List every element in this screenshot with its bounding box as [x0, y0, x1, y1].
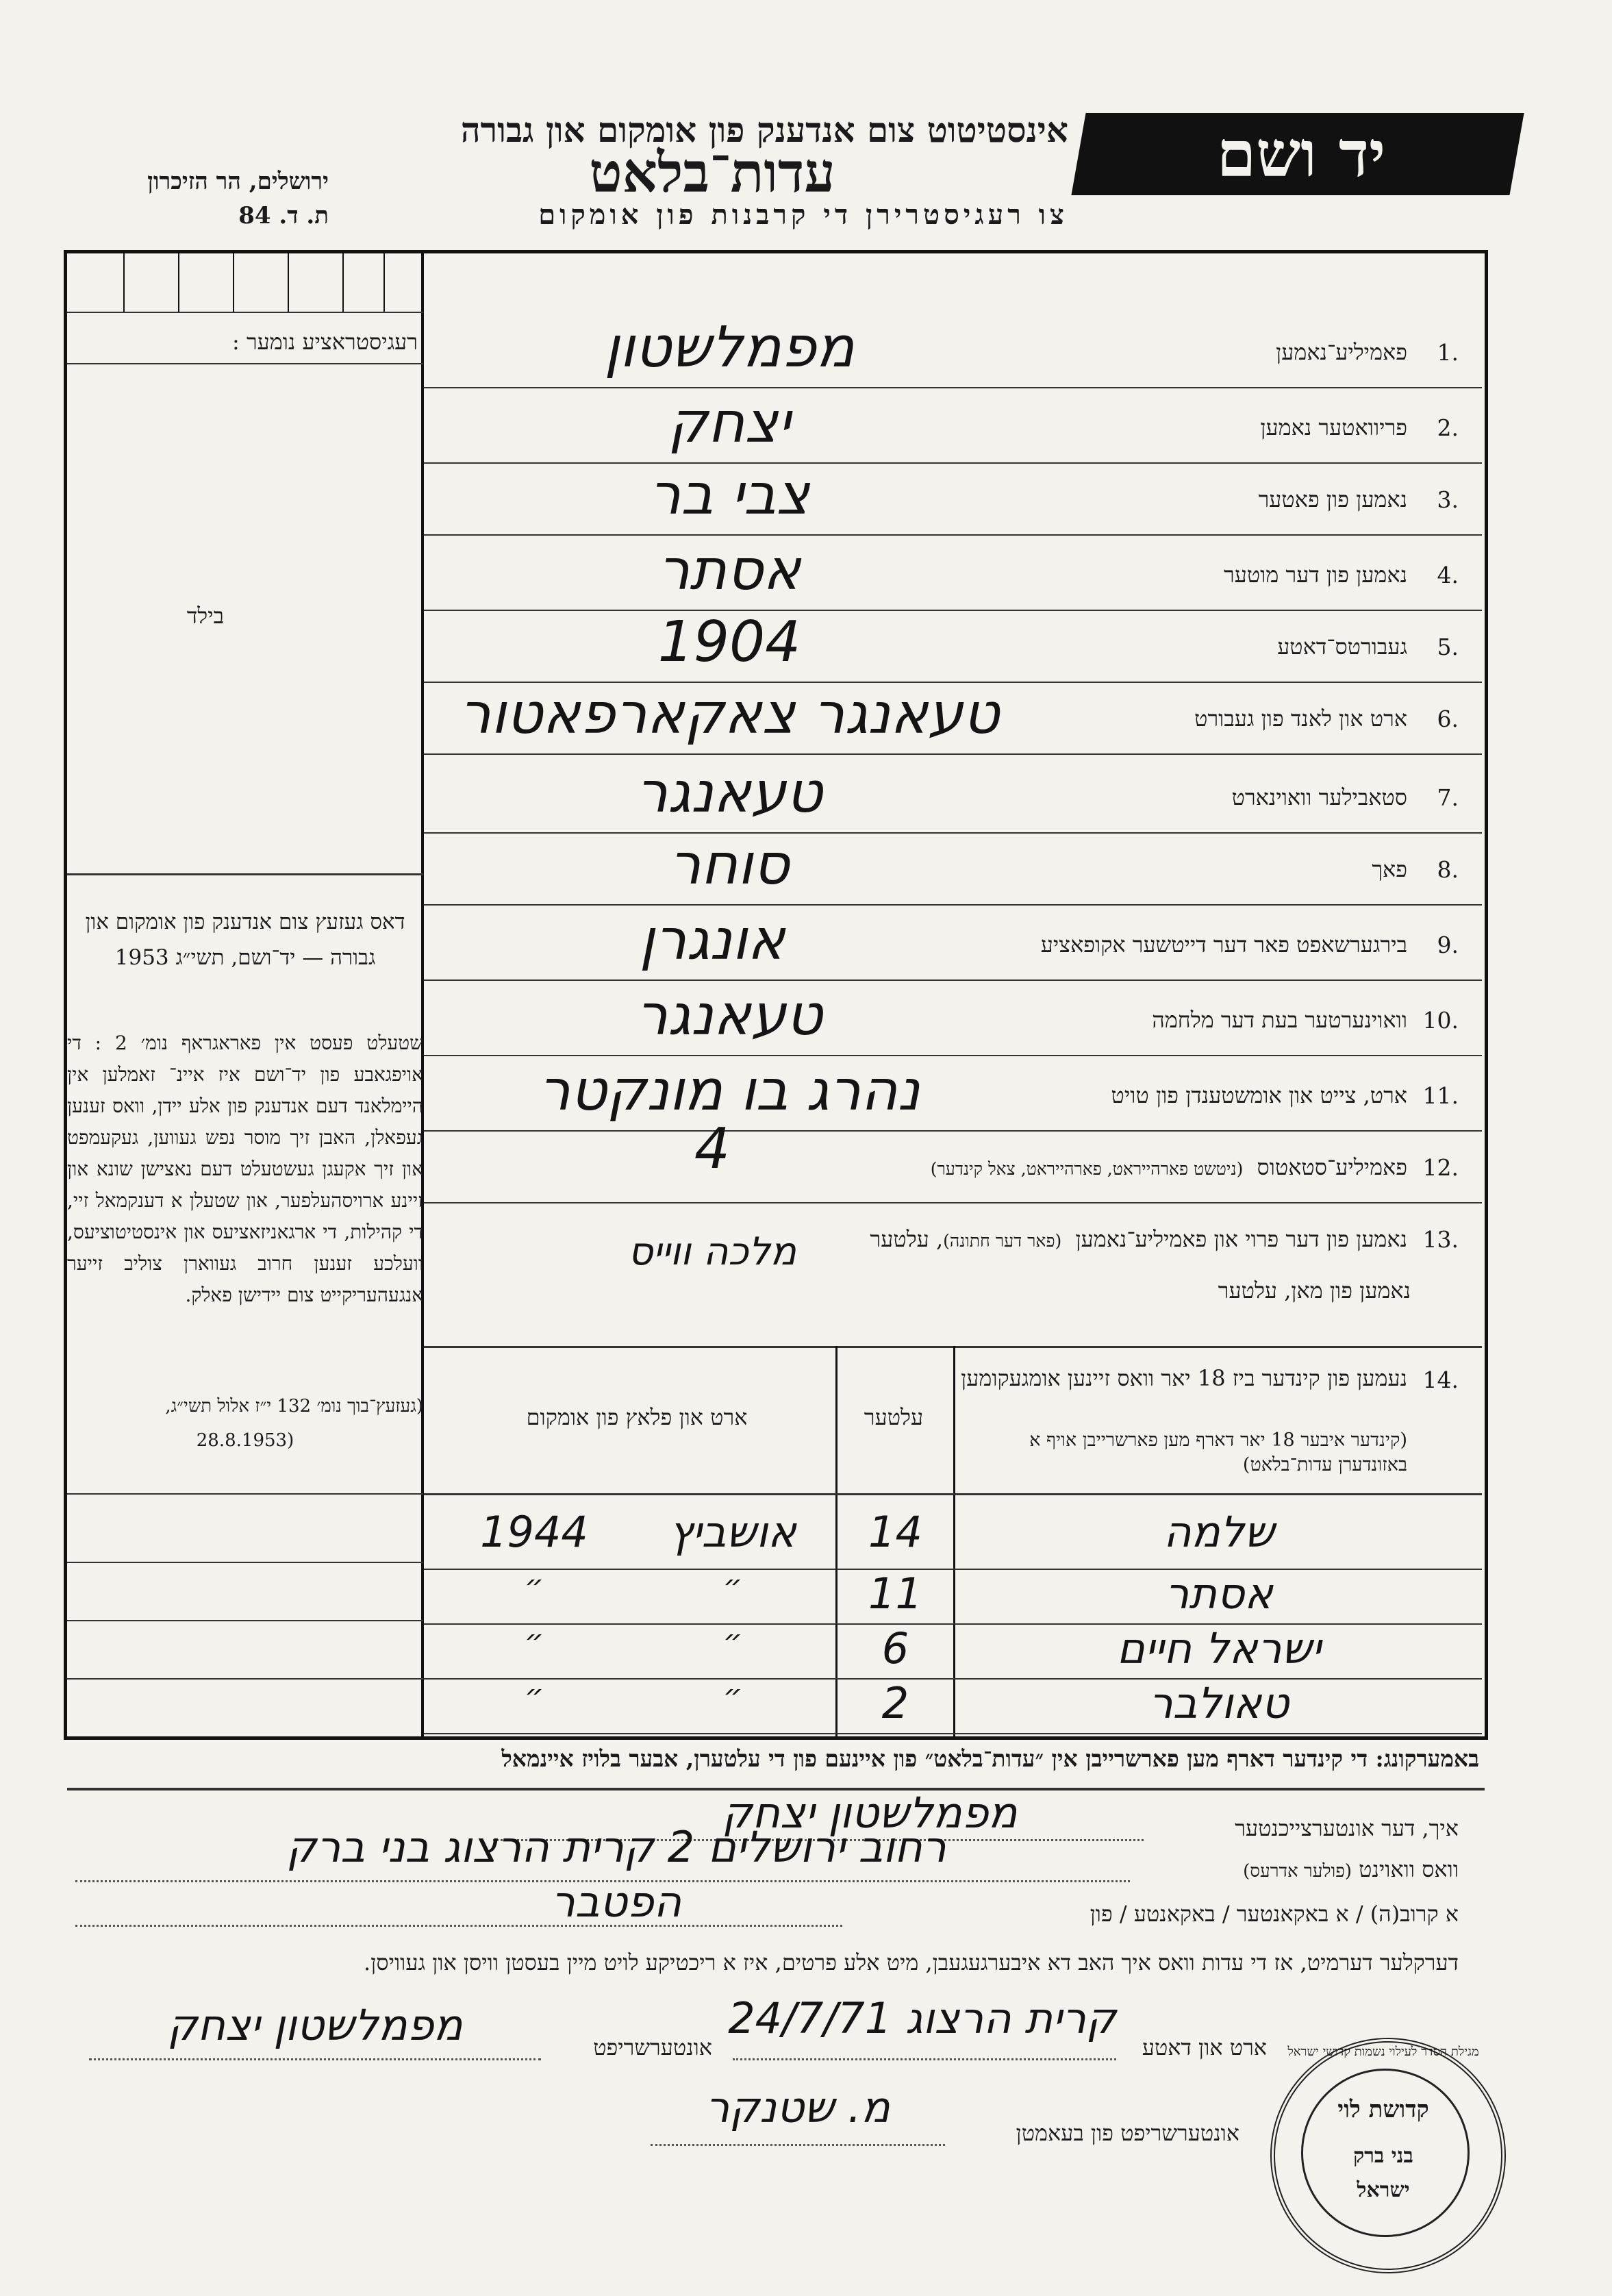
child-age: 6 — [881, 1623, 909, 1673]
child-place: ״ — [722, 1678, 743, 1713]
place-header: ארט און פלאץ פון אומקום — [526, 1404, 748, 1430]
field-number: 11. — [1422, 1082, 1459, 1109]
field-label-text: נאמען פון דער פרוי און פאמיליע־נאמען — [1075, 1226, 1407, 1252]
stamp-line-3: ישראל — [1357, 2178, 1410, 2202]
witness-line — [651, 2144, 945, 2146]
field-label-text: פריוואטער נאמען — [1260, 414, 1407, 440]
signer-value: מפמלשטון יצחק — [722, 1788, 1018, 1838]
field-number: 4. — [1437, 562, 1459, 588]
law-date: (28.8.1953 — [196, 1430, 294, 1451]
field-label-text: פאך — [1372, 856, 1407, 882]
signature-line — [89, 2058, 541, 2060]
field-label — [1027, 1082, 1407, 1108]
children-row-divider — [424, 1733, 1482, 1734]
field-label-text: בירגערשאפט פאר דער דייטשער אקופאציע — [1040, 932, 1407, 958]
child-year: ״ — [524, 1623, 544, 1658]
field-label-text: געבורטס־דאטע — [1277, 634, 1407, 660]
side-line — [67, 1678, 423, 1680]
address-label-text: וואס וואוינט — [1359, 1856, 1459, 1882]
field-number: 6. — [1437, 706, 1459, 732]
field-label-text: נאמען פון פאטער — [1258, 486, 1407, 512]
children-note: (קינדער איבער 18 יאר דארף מען פארשרייבן אויף א באזונדערן עדות־בלאט) — [1029, 1430, 1407, 1475]
stamp-line-2: בני ברק — [1353, 2144, 1413, 2168]
field-label-text: ארט, צייט און אומשטענדן פון טויט — [1111, 1082, 1407, 1108]
field-value: צבי בר — [648, 462, 810, 527]
field-number: 13. — [1422, 1226, 1459, 1253]
relation-label: א קרוב(ה) / א באקאנטער / באקאנטע / פון — [1090, 1901, 1459, 1927]
page-title: עדות־בלאט — [589, 140, 835, 205]
side-line — [67, 1562, 423, 1563]
field-label-text: וואוינערטער בעת דער מלחמה — [1152, 1007, 1407, 1033]
field-row-divider — [424, 1202, 1482, 1203]
field-label — [1027, 339, 1407, 365]
reg-box-divider — [178, 253, 179, 312]
field-number: 12. — [1422, 1154, 1459, 1181]
address-label — [1178, 1856, 1459, 1882]
field-label-note: (ניטשט פארהייראט, פארהייראט, צאל קינדער) — [930, 1159, 1244, 1179]
husband-name-label: נאמען פון מאן, עלטער — [1218, 1277, 1411, 1303]
field-value: 4 — [694, 1116, 731, 1182]
field-number: 5. — [1437, 634, 1459, 660]
registration-label: רעגיסטראציע נומער : — [231, 329, 418, 355]
field-number: 2. — [1437, 414, 1459, 441]
law-text: שטעלט פעסט אין פאראגראף נומ׳ 2 : די אויפגאבע פון יד־ושם איז איינ־ זאמלען אין היימלאנד דעם אנדענק פון אלע יידן, וואס זענען געפאלן, האבן זיך מוסר נפש געווען, געקעמפט און זיך אקעגן געשטעלט דעם נאצישן שונא און זיינע ארויסהעלפער, און שטעלן א דענקמאל זיי, די קהילות, די ארגאניזאציעס און אינסטיטוציעס, וועלכע זענען חרוב געווארן צוליב זייער אנגעהעריקייט צום יידישן פאלק. — [67, 1032, 423, 1306]
child-place: אושביץ — [669, 1507, 796, 1557]
signature-value: מפמלשטון יצחק — [167, 2000, 463, 2050]
photo-label: בילד — [186, 603, 225, 629]
field-value: אונגרן — [639, 908, 785, 973]
child-age: 14 — [868, 1507, 922, 1557]
side-line — [67, 1493, 423, 1495]
law-reference: (געזעץ־בוך נומ׳ 132 י״ז אלול תשי״ג, — [165, 1396, 423, 1417]
field-label — [1027, 1007, 1407, 1033]
field-number-14: 14. — [1422, 1367, 1459, 1393]
child-year: 1944 — [480, 1507, 588, 1557]
side-header-line — [67, 312, 423, 313]
place-date-label: ארט און דאטע — [1142, 2034, 1267, 2060]
yad-vashem-logo: יד ושם — [1216, 117, 1386, 191]
law-heading: דאס געזעץ צום אנדענק פון אומקום און גבורה — יד־ושם, תשי״ג 1953 — [85, 910, 405, 970]
address-value: רחוב ירושלים 2 קרית הרצוג בני ברק — [286, 1822, 946, 1872]
declaration: דערקלער דערמיט, אז די עדות וואס איך האב דא איבערגעגעבן, מיט אלע פרטים, איז א ריכטיקע לויט מיין בעסטן וויסן און געוויסן. — [364, 1949, 1459, 1975]
age-header: עלטער — [864, 1404, 924, 1430]
witness-signature-value: מ. שטנקר — [705, 2082, 890, 2132]
field-number: 9. — [1437, 932, 1459, 958]
relation-value: הפטבר — [551, 1877, 682, 1927]
field-number: 10. — [1422, 1007, 1459, 1034]
field-label — [1027, 486, 1407, 512]
field-value: טעאנגר — [635, 983, 823, 1048]
side-line — [67, 1620, 423, 1621]
location: ירושלים, הר הזיכרון — [147, 168, 329, 195]
field-label — [1027, 414, 1407, 440]
page-subtitle: צו רעגיסטרירן די קרבנות פון אומקום — [538, 199, 1068, 231]
field-label — [1027, 562, 1407, 588]
child-year: ״ — [524, 1678, 544, 1713]
field-row-divider — [424, 534, 1482, 536]
field-value: 1904 — [657, 610, 801, 675]
field-label-note: (פאר דער חתונה) — [943, 1231, 1062, 1251]
po-box: ת. ד. 84 — [238, 202, 329, 229]
field-value: נהרג בו מונקטר — [538, 1058, 920, 1123]
place-date-line — [733, 2058, 1116, 2060]
field-row-divider — [424, 753, 1482, 755]
signer-label: איך, דער אונטערצייכנטער — [1235, 1815, 1459, 1841]
reg-box-divider — [342, 253, 344, 312]
field-value: טעאנגר — [635, 760, 823, 825]
institute-name: אינסטיטוט צום אנדענק פון אומקום און גבורה — [460, 110, 1068, 150]
field-number: 8. — [1437, 856, 1459, 883]
field-row-divider — [424, 904, 1482, 906]
reg-box-divider — [288, 253, 289, 312]
field-label-text: סטאבילער וואוינארט — [1231, 784, 1407, 810]
field-value: מפמלשטון — [604, 315, 855, 380]
field-row-divider — [424, 979, 1482, 981]
children-header-bottom — [424, 1493, 1482, 1495]
field-label-text: פאמיליע־נאמען — [1276, 339, 1407, 365]
field-number: 3. — [1437, 486, 1459, 513]
witness-signature-label: אונטערשריפט פון בעאמטן — [1016, 2120, 1239, 2146]
field-row-divider — [424, 1055, 1482, 1056]
side-line — [67, 873, 423, 875]
signature-label: אונטערשריפט — [593, 2034, 712, 2060]
child-year: ״ — [524, 1569, 544, 1604]
child-name: שלמה — [1163, 1507, 1274, 1557]
child-age: 2 — [881, 1678, 909, 1728]
child-place: ״ — [722, 1569, 743, 1604]
side-column-divider — [421, 250, 424, 1736]
stamp-ring-text: מגילת הסדר לעילוי נשמות קדושי ישראל — [1287, 2045, 1479, 2059]
field-value: טעאנגר צאקארפאטור — [459, 682, 1000, 747]
side-line — [67, 363, 423, 364]
child-name: טאולבר — [1148, 1678, 1289, 1728]
stamp-line-1: קדושת לוי — [1337, 2096, 1429, 2123]
field-label — [1027, 784, 1407, 810]
remark: באמערקונג: די קינדער דארף מען פארשרייבן אין ״עדות־בלאט״ פון איינעם פון די עלטערן, אבער בלויז איינמאל — [501, 1745, 1479, 1772]
field-label — [1027, 706, 1407, 732]
field-number: 7. — [1437, 784, 1459, 811]
children-heading: נעמען פון קינדער ביז 18 יאר וואס זיינען אומגעקומען — [961, 1365, 1407, 1391]
address-note: (פולער אדרעס) — [1243, 1861, 1352, 1882]
field-label-text: פאמיליע־סטאטוס — [1257, 1154, 1407, 1180]
place-date-value: קרית הרצוג 24/7/71 — [728, 1993, 1116, 2043]
field-number: 1. — [1437, 339, 1459, 366]
field-value: מלכה ווייס — [628, 1230, 796, 1274]
reg-box-divider — [233, 253, 234, 312]
child-name: אסתר — [1165, 1569, 1273, 1619]
child-age: 11 — [868, 1569, 922, 1619]
field-value: סוחר — [669, 832, 790, 897]
field-label-end: עלטער — [870, 1226, 929, 1252]
child-place: ״ — [722, 1623, 743, 1658]
field-label: נאמען פון דער פרוי און פאמיליע־נאמען (פאר דער חתונה), עלטער — [870, 1226, 1407, 1252]
field-value: יצחק — [668, 390, 791, 456]
field-label-text: נאמען פון דער מוטער — [1224, 562, 1407, 588]
field-value: אסתר — [657, 538, 801, 603]
reg-box-divider — [123, 253, 125, 312]
field-label — [1027, 634, 1407, 660]
field-label-text: ארט און לאנד פון געבורט — [1194, 706, 1407, 732]
field-label — [1027, 856, 1407, 882]
field-row-divider — [424, 387, 1482, 388]
child-name: ישראל חיים — [1116, 1623, 1322, 1673]
reg-box-divider — [383, 253, 385, 312]
